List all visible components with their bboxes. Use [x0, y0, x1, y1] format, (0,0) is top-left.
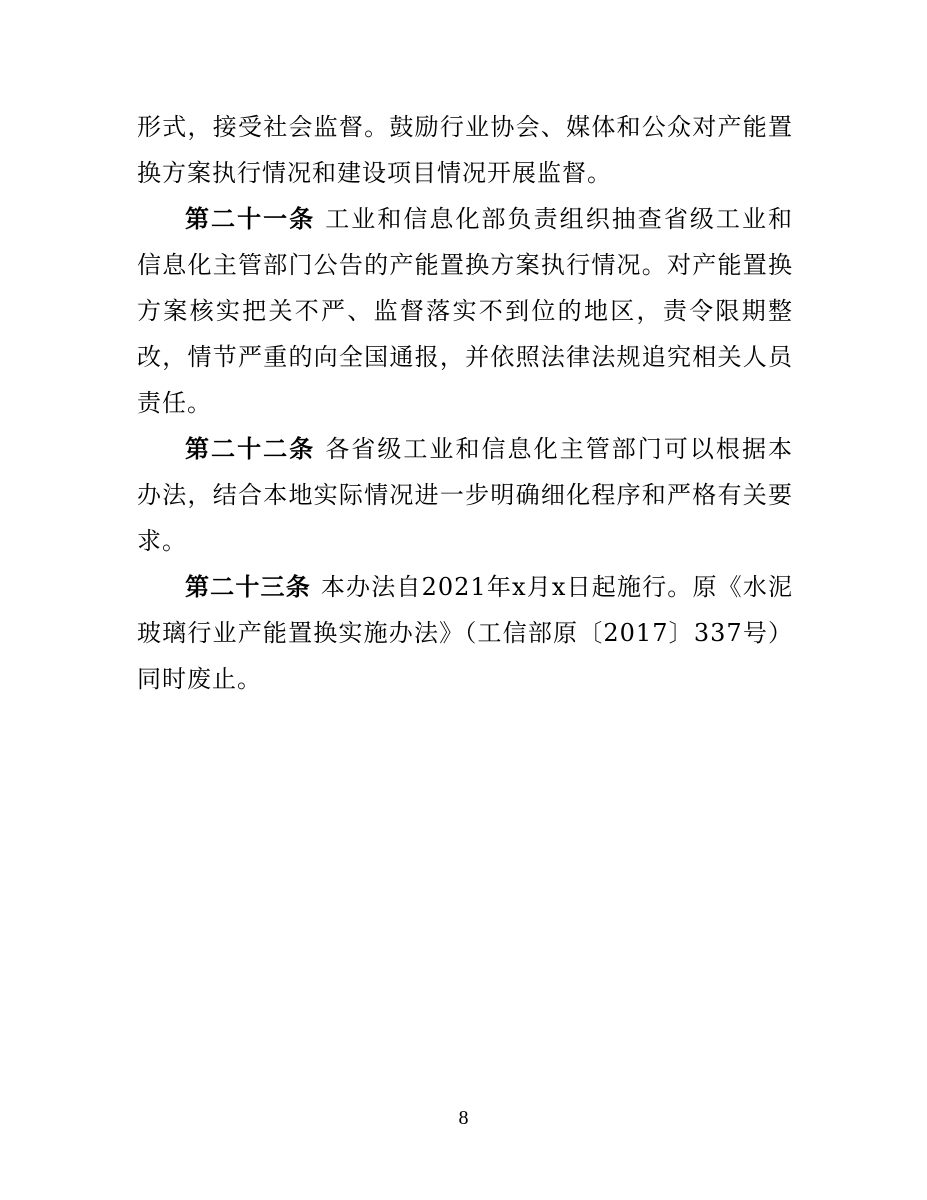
article-23: [137, 564, 793, 702]
article-number: 第二十一条: [185, 205, 316, 233]
paragraph-continuation: [137, 104, 793, 196]
paragraph-text: 形式，接受社会监督。鼓励行业协会、媒体和公众对产能置换方案执行情况和建设项目情况开展监督。: [137, 113, 793, 187]
article-number: 第二十三条: [185, 573, 311, 601]
article-text: 本办法自2021年x月x日起施行。原《水泥玻璃行业产能置换实施办法》（工信部原〔2017〕337号）同时废止。: [137, 573, 793, 693]
article-text: 各省级工业和信息化主管部门可以根据本办法，结合本地实际情况进一步明确细化程序和严格有关要求。: [137, 435, 794, 555]
document-body: [137, 104, 793, 702]
article-number: 第二十二条: [185, 435, 316, 463]
page-number: 8: [458, 1107, 469, 1129]
article-21: [137, 196, 793, 426]
article-22: [137, 426, 793, 564]
article-text: 工业和信息化部负责组织抽查省级工业和信息化主管部门公告的产能置换方案执行情况。对产能置换方案核实把关不严、监督落实不到位的地区，责令限期整改，情节严重的向全国通报，并依照法律法规追究相关人员责任。: [137, 205, 794, 417]
